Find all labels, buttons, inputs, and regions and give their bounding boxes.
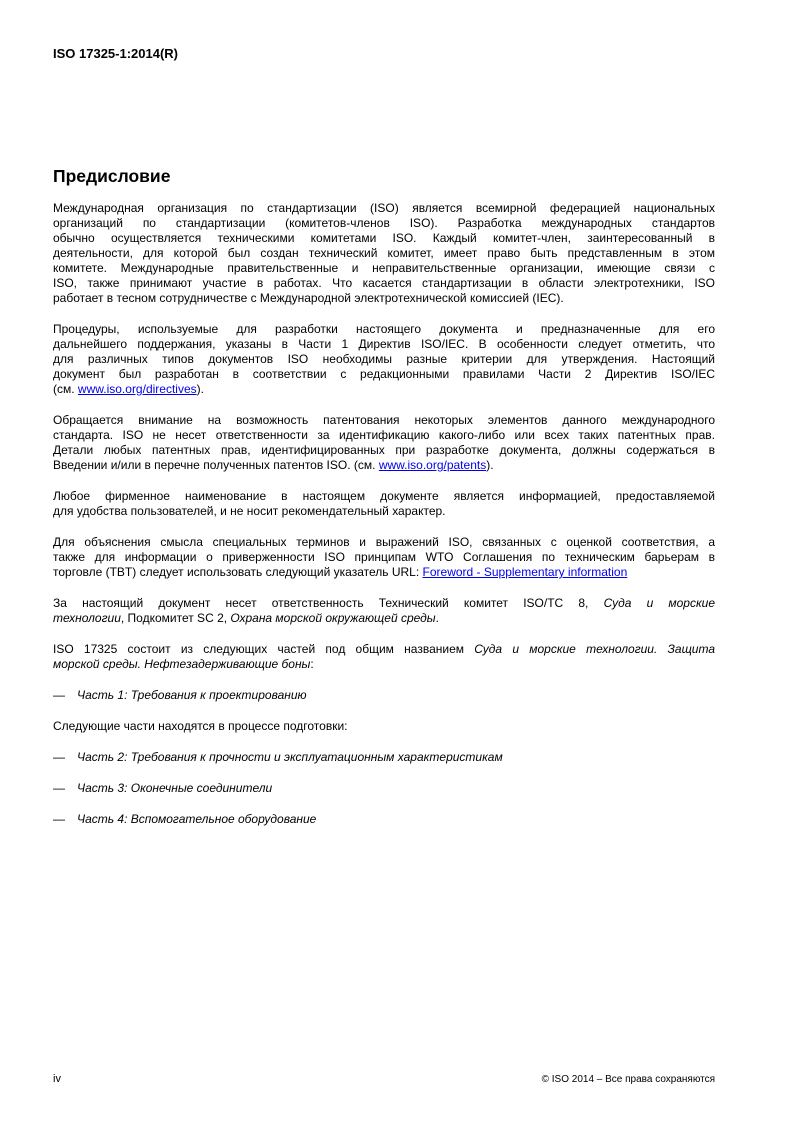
- dash-bullet: —: [53, 812, 65, 826]
- text-line: [53, 550, 715, 565]
- paragraph: [53, 201, 715, 306]
- text-segment: Процедуры, используемые для разработки настоящего документа и предназначенные для его: [53, 322, 715, 336]
- dash-bullet: —: [53, 688, 65, 702]
- page-number: iv: [53, 1073, 61, 1085]
- text-segment: Обращается внимание на возможность патентования некоторых элементов данного международного: [53, 413, 715, 427]
- part-title: Часть 2: Требования к прочности и эксплуатационным характеристикам: [77, 750, 503, 764]
- text-line: [53, 611, 715, 626]
- text-segment: .: [435, 611, 439, 625]
- paragraph: [53, 535, 715, 580]
- text-segment: для удобства пользователей, и не носит рекомендательный характер.: [53, 504, 446, 518]
- paragraph: [53, 413, 715, 473]
- italic-text: Суда и морские технологии. Защита: [474, 642, 715, 656]
- text-segment: деятельности, для которой был создан технический комитет, имеет право быть представленным в этом: [53, 246, 715, 260]
- text-segment: , Подкомитет SC 2,: [120, 611, 231, 625]
- text-line: [53, 642, 715, 657]
- text-segment: для различных типов документов ISO необходимы разные критерии для утверждения. Настоящий: [53, 352, 715, 366]
- text-line: [53, 504, 715, 519]
- text-line: [53, 201, 715, 216]
- text-segment: (см.: [53, 382, 78, 396]
- dash-bullet: —: [53, 750, 65, 764]
- text-line: [53, 261, 715, 276]
- text-line: [53, 382, 715, 397]
- list-item-part-2: [53, 750, 715, 765]
- paragraph: [53, 322, 715, 397]
- text-line: [53, 291, 715, 306]
- in-preparation-intro: Следующие части находятся в процессе подготовки:: [53, 719, 348, 733]
- text-segment: ).: [486, 458, 494, 472]
- text-segment: Международная организация по стандартизации (ISO) является всемирной федерацией национальных: [53, 201, 715, 215]
- text-segment: Детали любых патентных прав, идентифицированных при разработке документа, должны содержаться в: [53, 443, 715, 457]
- text-line: [53, 337, 715, 352]
- copyright-notice: © ISO 2014 – Все права сохраняются: [541, 1074, 715, 1085]
- text-line: [53, 443, 715, 458]
- paragraph: [53, 642, 715, 672]
- text-segment: Введении и/или в перечне полученных патентов ISO. (см.: [53, 458, 379, 472]
- document-id-header: ISO 17325-1:2014(R): [53, 46, 179, 61]
- text-segment: дальнейшего поддержания, указаны в Части 1 Директив ISO/IEC. В особенности следует отметить, что: [53, 337, 715, 351]
- foreword-body: [53, 201, 715, 843]
- list-item-part-1: [53, 688, 715, 703]
- text-line: [53, 276, 715, 291]
- page-title: Предисловие: [53, 166, 171, 186]
- text-segment: организаций по стандартизации (комитетов-членов ISO). Разработка международных стандартов: [53, 216, 715, 230]
- italic-text: Суда и морские: [603, 596, 715, 610]
- text-segment: обычно осуществляется техническими комитетами ISO. Каждый комитет-член, заинтересованный в: [53, 231, 715, 245]
- text-segment: документ был разработан в соответствии с редакционными правилами Части 2 Директив ISO/IEC: [53, 367, 715, 381]
- text-line: [53, 535, 715, 550]
- text-segment: За настоящий документ несет ответственность Технический комитет ISO/TC 8,: [53, 596, 604, 610]
- list-item-part-3: [53, 781, 715, 796]
- paragraph: [53, 596, 715, 626]
- text-line: [53, 322, 715, 337]
- text-line: [53, 367, 715, 382]
- text-line: [53, 413, 715, 428]
- text-line: [53, 596, 715, 611]
- text-segment: Для объяснения смысла специальных терминов и выражений ISO, связанных с оценкой соответствия, а: [53, 535, 715, 549]
- text-line: [53, 657, 715, 672]
- text-line: [53, 246, 715, 261]
- text-segment: ).: [196, 382, 204, 396]
- text-segment: Любое фирменное наименование в настоящем документе является информацией, предоставляемой: [53, 489, 715, 503]
- text-segment: комитете. Международные правительственные и неправительственные организации, имеющие связи с: [53, 261, 715, 275]
- italic-text: морской среды. Нефтезадерживающие боны: [53, 657, 311, 671]
- text-line: [53, 216, 715, 231]
- text-segment: :: [310, 657, 314, 671]
- part-title: Часть 1: Требования к проектированию: [77, 688, 307, 702]
- hyperlink[interactable]: www.iso.org/directives: [77, 382, 197, 396]
- text-segment: также для информации о приверженности ISO принципам WTO Соглашения по техническим барьерам в: [53, 550, 715, 564]
- text-segment: стандарта. ISO не несет ответственности за идентификацию какого-либо или всех таких патентных прав.: [53, 428, 715, 442]
- text-segment: торговле (TBT) следует использовать следующий указатель URL:: [53, 565, 423, 579]
- list-item-part-4: [53, 812, 715, 827]
- text-segment: ISO, также принимают участие в работах. Что касается стандартизации в области электротехники, ISO: [53, 276, 715, 290]
- text-line: [53, 352, 715, 367]
- dash-bullet: —: [53, 781, 65, 795]
- hyperlink[interactable]: Foreword - Supplementary information: [422, 565, 628, 579]
- text-segment: работает в тесном сотрудничестве с Международной электротехнической комиссией (IEC).: [53, 291, 564, 305]
- part-title: Часть 4: Вспомогательное оборудование: [77, 812, 317, 826]
- italic-text: технологии: [53, 611, 121, 625]
- text-line: [53, 428, 715, 443]
- hyperlink[interactable]: www.iso.org/patents: [378, 458, 487, 472]
- text-line: [53, 565, 715, 580]
- text-segment: ISO 17325 состоит из следующих частей под общим названием: [53, 642, 475, 656]
- text-line: [53, 231, 715, 246]
- text-line: [53, 458, 715, 473]
- italic-text: Охрана морской окружающей среды: [230, 611, 436, 625]
- paragraph: [53, 489, 715, 519]
- paragraphs: [53, 201, 715, 672]
- text-line: [53, 489, 715, 504]
- part-title: Часть 3: Оконечные соединители: [77, 781, 273, 795]
